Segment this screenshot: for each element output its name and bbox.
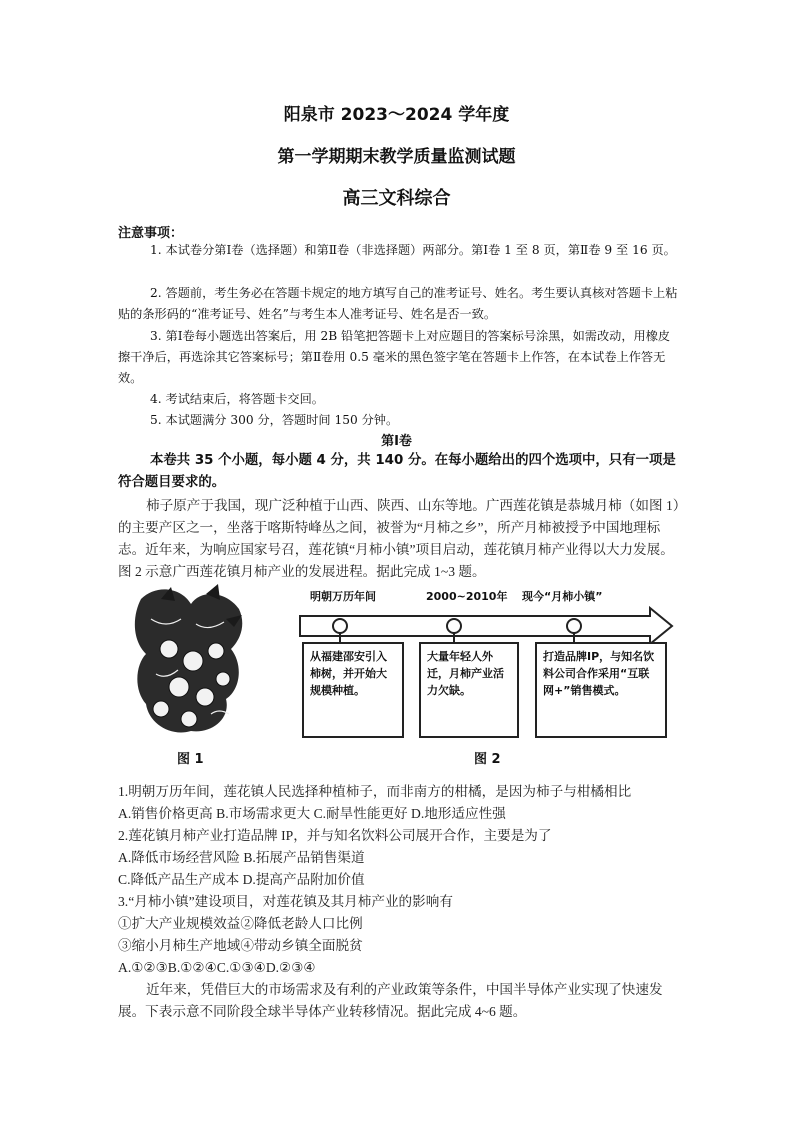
notice-item-3: 3. 第Ⅰ卷每小题选出答案后，用 2B 铅笔把答题卡上对应题目的答案标号涂黑，如需改动，用橡皮擦干净后，再选涂其它答案标号；第Ⅱ卷用 0.5 毫米的黑色签字笔在答题卡上作答，在本试卷上作答无效。: [118, 329, 671, 385]
timeline-dot-2: [447, 619, 461, 633]
notice-item-4: 4. 考试结束后，将答题卡交回。: [150, 392, 324, 406]
notice-item-2: 2. 答题前，考生务必在答题卡规定的地方填写自己的准考证号、姓名。考生要认真核对答题卡上粘贴的条形码的“准考证号、姓名”与考生本人准考证号、姓名是否一致。: [118, 286, 678, 321]
question-2-options-cd: C.降低产品生产成本 D.提高产品附加价值: [118, 872, 365, 887]
passage-semiconductor: 近年来，凭借巨大的市场需求及有利的产业政策等条件，中国半导体产业实现了快速发展。下表示意不同阶段全球半导体产业转移情况。据此完成 4~6 题。: [118, 982, 663, 1019]
notice-item-1: 1. 本试卷分第Ⅰ卷（选择题）和第Ⅱ卷（非选择题）两部分。第Ⅰ卷 1 至 8 页，第Ⅱ卷 9 至 16 页。: [150, 243, 676, 257]
question-2: 2.莲花镇月柿产业打造品牌 IP，并与知名饮料公司展开合作，主要是为了: [118, 828, 552, 843]
stage-ming-box: 从福建邵安引入柿树，并开始大规模种植。: [302, 642, 404, 738]
stage-ming-label: 明朝万历年间: [310, 590, 376, 603]
figure2-caption: 图 2: [474, 752, 501, 767]
stage-2000-box: 大量年轻人外迁，月柿产业活力欠缺。: [419, 642, 519, 738]
stage-today-box: 打造品牌IP，与知名饮料公司合作采用“互联网+”销售模式。: [535, 642, 667, 738]
stage-2000-label: 2000~2010年: [426, 590, 508, 603]
question-3-options: A.①②③B.①②④C.①③④D.②③④: [118, 960, 316, 975]
part1-title: 第Ⅰ卷: [381, 434, 412, 449]
figure1-caption: 图 1: [177, 752, 204, 767]
question-3: 3.“月柿小镇”建设项目，对莲花镇及其月柿产业的影响有: [118, 894, 453, 909]
exam-title-line2: 第一学期期末教学质量监测试题: [277, 147, 516, 167]
persimmon-tree-photo: [131, 579, 249, 739]
notice-heading: 注意事项：: [118, 226, 184, 241]
timeline-dot-3: [567, 619, 581, 633]
question-1: 1.明朝万历年间，莲花镇人民选择种植柿子，而非南方的柑橘，是因为柿子与柑橘相比: [118, 784, 632, 799]
exam-subject-title: 高三文科综合: [342, 188, 451, 209]
question-2-options-ab: A.降低市场经营风险 B.拓展产品销售渠道: [118, 850, 365, 865]
timeline-arrow: [300, 608, 672, 644]
timeline-dot-1: [333, 619, 347, 633]
passage-persimmon: 柿子原产于我国，现广泛种植于山西、陕西、山东等地。广西莲花镇是恭城月柿（如图 1）的主要产区之一，坐落于喀斯特峰丛之间，被誉为“月柿之乡”，所产月柿被授予中国地理标志。近年来，为响应国家号召，莲花镇“月柿小镇”项目启动，莲花镇月柿产业得以大力发展。图 2 示意广西莲花镇月柿产业的发展进程。据此完成 1~3 题。: [118, 498, 680, 579]
exam-title-line1: 阳泉市 2023～2024 学年度: [283, 105, 510, 125]
question-3-statements-34: ③缩小月柿生产地域④带动乡镇全面脱贫: [118, 938, 363, 953]
notice-item-5: 5. 本试题满分 300 分，答题时间 150 分钟。: [150, 413, 399, 427]
part1-instructions: 本卷共 35 个小题，每小题 4 分，共 140 分。在每小题给出的四个选项中，只有一项是符合题目要求的。: [118, 453, 676, 490]
question-1-options: A.销售价格更高 B.市场需求更大 C.耐旱性能更好 D.地形适应性强: [118, 806, 506, 821]
question-3-statements-12: ①扩大产业规模效益②降低老龄人口比例: [118, 916, 363, 931]
stage-today-label: 现今“月柿小镇”: [522, 590, 603, 603]
